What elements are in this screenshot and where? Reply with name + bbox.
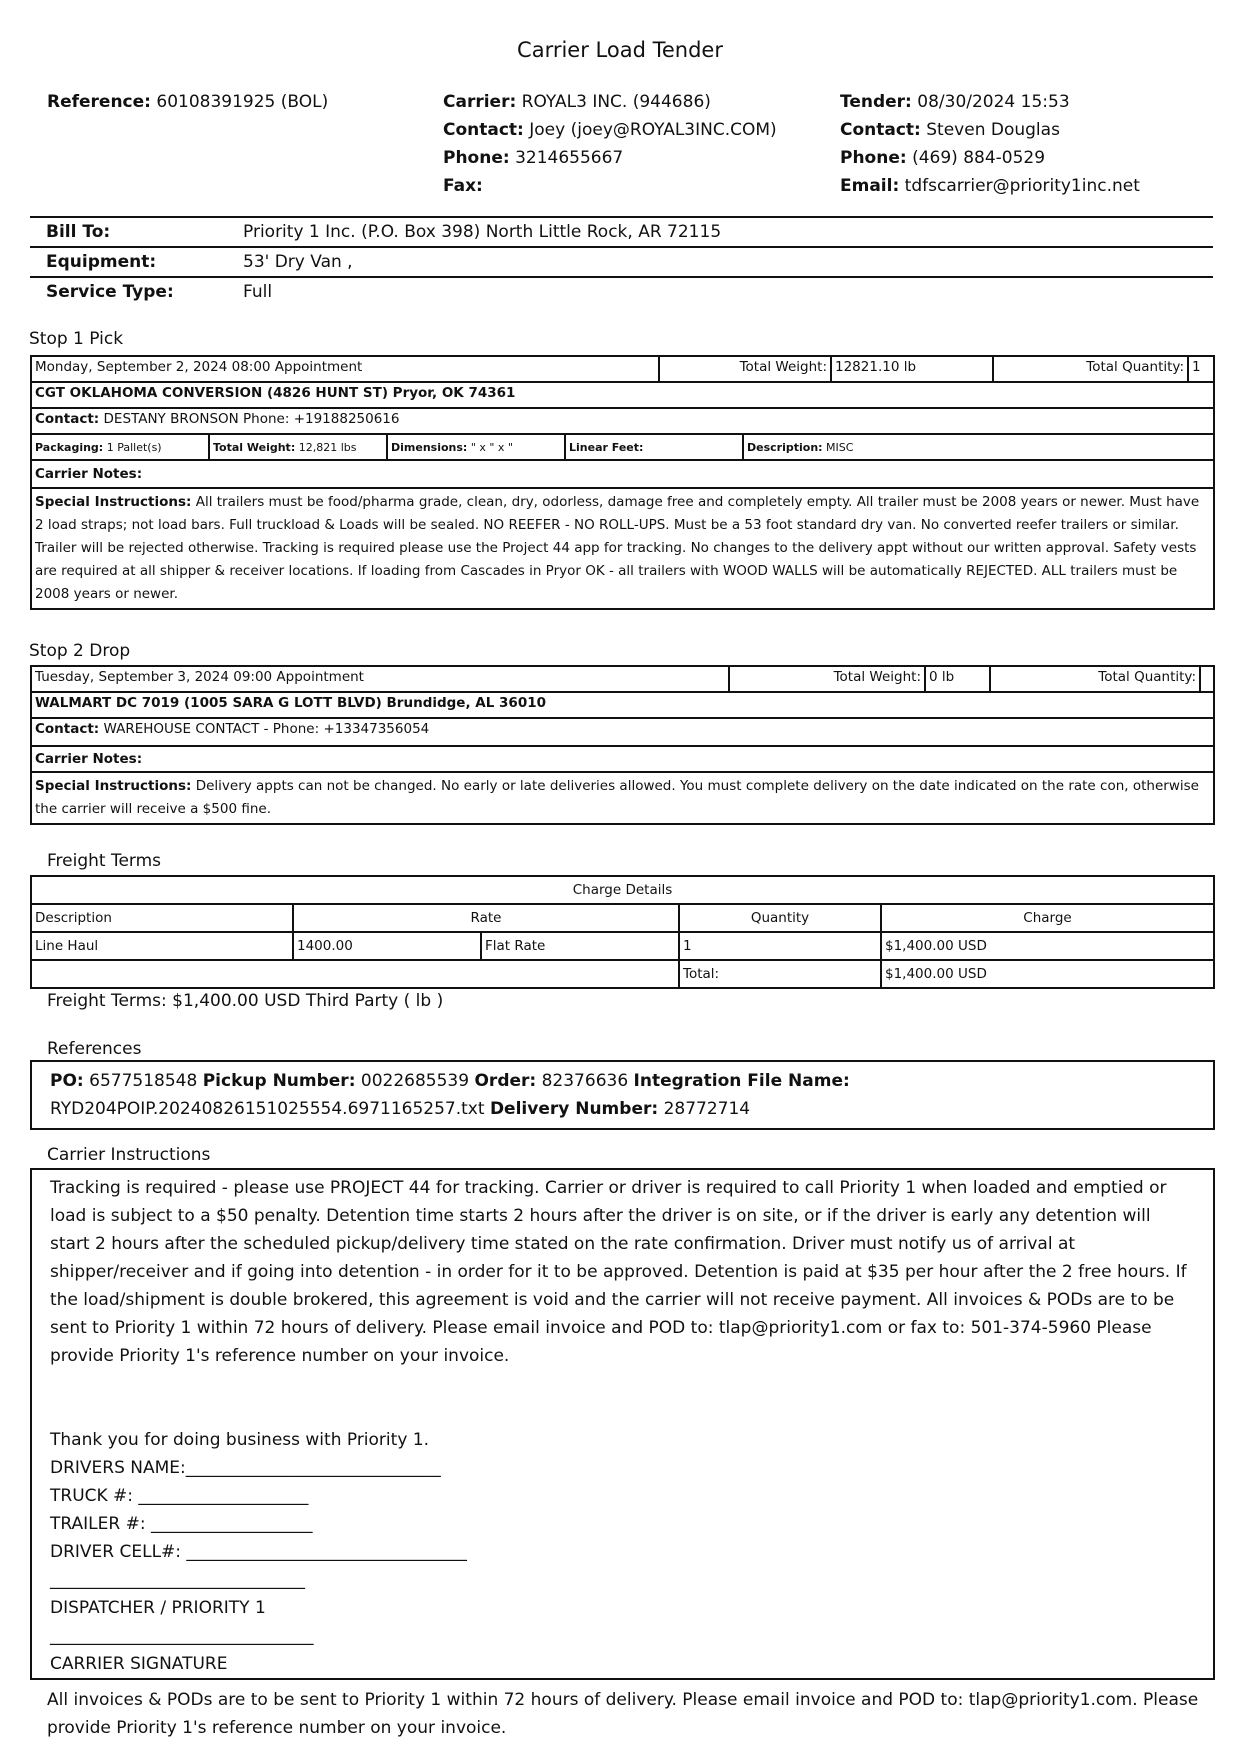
- col-rate: Rate: [293, 904, 679, 932]
- tender-contact-value: Steven Douglas: [926, 120, 1060, 140]
- stop2-carrier-notes-row: [32, 747, 1213, 773]
- integration-label: Integration File Name:: [633, 1071, 850, 1091]
- references-title: References: [47, 1039, 142, 1059]
- stop1-special-label: Special Instructions:: [35, 494, 192, 510]
- summary-table: [30, 216, 1213, 306]
- truck-line: TRUCK #: ____________________: [50, 1486, 309, 1506]
- tender-email-value: tdfscarrier@priority1inc.net: [904, 176, 1140, 196]
- service-type-value: Full: [243, 282, 273, 302]
- footer-note: All invoices & PODs are to be sent to Priority 1 within 72 hours of delivery. Please email invoice and POD to: tlap@priority1.com. Please provide Priority 1's reference number on your invoice.: [47, 1690, 1199, 1738]
- row-rate: 1400.00: [293, 932, 481, 960]
- stop2-contact-row: [32, 719, 1213, 747]
- carrier-contact-value: Joey (joey@ROYAL3INC.COM): [529, 120, 777, 140]
- row-quantity: 1: [679, 932, 881, 960]
- stop1-weight-label: Total Weight:: [213, 440, 296, 454]
- tender-phone-value: (469) 884-0529: [912, 148, 1046, 168]
- bill-to-row: [30, 216, 1213, 246]
- col-quantity: Quantity: [679, 904, 881, 932]
- stop1-box: [30, 355, 1215, 610]
- stop2-special-label: Special Instructions:: [35, 778, 192, 794]
- carrier-instructions-body: Tracking is required - please use PROJECT 44 for tracking. Carrier or driver is required to call Priority 1 when loaded and emptied or load is subject to a $50 penalty. Detention time starts 2 hours after the driver is on site, or if the driver is early any detention will start 2 hours after the scheduled pickup/delivery time stated on the rate confirmation. Driver must notify us of arrival at shipper/receiver and if going into detention - in order for it to be approved. Detention is paid at $35 per hour after the 2 free hours. If the load/shipment is double brokered, this agreement is void and the carrier will not receive payment. All invoices & PODs are to be sent to Priority 1 within 72 hours of delivery. Please email invoice and POD to: tlap@priority1.com or fax to: 501-374-5960 Please provide Priority 1's reference number on your invoice.: [50, 1178, 1187, 1366]
- stop1-carrier-notes-row: [32, 461, 1213, 489]
- carrier-instructions-title: Carrier Instructions: [47, 1145, 211, 1165]
- stop2-total-weight-label: Total Weight:: [728, 667, 924, 691]
- stop1-packaging-row: [32, 435, 1213, 461]
- row-charge: $1,400.00 USD: [881, 932, 1214, 960]
- references-box: [30, 1060, 1215, 1130]
- carrier-label: Carrier:: [443, 92, 517, 112]
- carrier-phone-label: Phone:: [443, 148, 510, 168]
- stop1-dimensions-label: Dimensions:: [391, 440, 468, 454]
- order-label: Order:: [474, 1071, 537, 1091]
- carrier-phone-value: 3214655667: [515, 148, 624, 168]
- order-value: 82376636: [541, 1071, 629, 1091]
- tender-label: Tender:: [840, 92, 912, 112]
- driver-cell-line: DRIVER CELL#: _________________________________: [50, 1542, 467, 1562]
- stop1-special-row: [32, 489, 1213, 608]
- service-type-row: [30, 276, 1213, 306]
- tender-phone-label: Phone:: [840, 148, 907, 168]
- stop2-total-qty-label: Total Quantity:: [989, 667, 1199, 691]
- delivery-label: Delivery Number:: [489, 1099, 659, 1119]
- trailer-line: TRAILER #: ___________________: [50, 1514, 313, 1534]
- stop1-weight-value: 12,821 lbs: [298, 440, 357, 454]
- delivery-value: 28772714: [663, 1099, 751, 1119]
- stop1-total-qty-label: Total Quantity:: [992, 357, 1187, 381]
- stop2-title: Stop 2 Drop: [29, 641, 131, 661]
- charge-details-header: Charge Details: [31, 876, 1214, 904]
- bill-to-value: Priority 1 Inc. (P.O. Box 398) North Little Rock, AR 72115: [243, 222, 722, 242]
- freight-terms-text: Freight Terms: $1,400.00 USD Third Party ( lb ): [47, 991, 444, 1011]
- col-description: Description: [31, 904, 293, 932]
- freight-title: Freight Terms: [47, 851, 162, 871]
- stop2-appointment: Tuesday, September 3, 2024 09:00 Appointment: [35, 669, 364, 685]
- equipment-row: [30, 246, 1213, 276]
- col-charge: Charge: [881, 904, 1214, 932]
- stop1-location-row: [32, 383, 1213, 409]
- tender-contact-label: Contact:: [840, 120, 921, 140]
- tender-email-label: Email:: [840, 176, 900, 196]
- stop1-special-value: All trailers must be food/pharma grade, clean, dry, odorless, damage free and completely empty. All trailer must be 2008 years or newer. Must have 2 load straps; not load bars. Full truckload & Loads will be sealed. NO REEFER - NO ROLL-UPS. Must be a 53 foot standard dry van. No converted reefer trailers or similar. Trailer will be rejected otherwise. Tracking is required please use the Project 44 app for tracking. No changes to the delivery appt without our written approval. Safety vests are required at all shipper & receiver locations. If loading from Cascades in Pryor OK - all trailers with WOOD WALLS will be automatically REJECTED. ALL trailers must be 2008 years or newer.: [35, 494, 1200, 602]
- bill-to-label: Bill To:: [46, 222, 111, 242]
- carrier-block: [443, 88, 777, 200]
- stop1-carrier-notes-label: Carrier Notes:: [35, 466, 143, 482]
- row-description: Line Haul: [31, 932, 293, 960]
- stop1-packaging-value: 1 Pallet(s): [106, 440, 162, 454]
- stop2-special-row: [32, 773, 1213, 823]
- stop1-contact-label: Contact:: [35, 411, 100, 427]
- carrier-contact-label: Contact:: [443, 120, 524, 140]
- stop2-contact-value: WAREHOUSE CONTACT - Phone: +13347356054: [103, 721, 430, 737]
- stop2-box: [30, 665, 1215, 825]
- reference-block: [47, 88, 328, 116]
- pickup-label: Pickup Number:: [202, 1071, 356, 1091]
- stop1-linear-feet-label: Linear Feet:: [569, 440, 644, 454]
- dispatcher-label: DISPATCHER / PRIORITY 1: [50, 1598, 266, 1618]
- stop1-description-label: Description:: [747, 440, 823, 454]
- table-row: [31, 932, 1214, 960]
- po-value: 6577518548: [89, 1071, 198, 1091]
- stop2-contact-label: Contact:: [35, 721, 100, 737]
- stop1-total-qty-value: 1: [1187, 357, 1213, 381]
- carrier-fax-label: Fax:: [443, 176, 483, 196]
- carrier-signature-line: _______________________________: [50, 1626, 314, 1646]
- stop1-appointment: Monday, September 2, 2024 08:00 Appointment: [35, 359, 363, 375]
- stop2-special-value: Delivery appts can not be changed. No early or late deliveries allowed. You must complete delivery on the date indicated on the rate con, otherwise the carrier will receive a $500 fine.: [35, 778, 1199, 817]
- integration-value: RYD204POIP.20240826151025554.6971165257.txt: [50, 1099, 485, 1119]
- service-type-label: Service Type:: [46, 282, 174, 302]
- tender-value: 08/30/2024 15:53: [917, 92, 1070, 112]
- stop2-total-weight-value: 0 lb: [924, 667, 989, 691]
- stop1-total-weight-value: 12821.10 lb: [830, 357, 992, 381]
- stop1-description-value: MISC: [826, 440, 854, 454]
- carrier-instructions-box: [30, 1168, 1215, 1680]
- page-title: Carrier Load Tender: [517, 38, 723, 62]
- po-label: PO:: [50, 1071, 84, 1091]
- total-label: Total:: [679, 960, 881, 988]
- stop2-appointment-row: [32, 667, 1213, 693]
- stop1-total-weight-label: Total Weight:: [658, 357, 830, 381]
- carrier-value: ROYAL3 INC. (944686): [521, 92, 711, 112]
- drivers-name-line: DRIVERS NAME:______________________________: [50, 1458, 441, 1478]
- stop1-appointment-row: [32, 357, 1213, 383]
- carrier-signature-label: CARRIER SIGNATURE: [50, 1654, 228, 1674]
- reference-label: Reference:: [47, 92, 151, 112]
- stop2-location: WALMART DC 7019 (1005 SARA G LOTT BLVD) Brundidge, AL 36010: [35, 695, 547, 711]
- stop2-total-qty-value: [1199, 667, 1213, 691]
- total-value: $1,400.00 USD: [881, 960, 1214, 988]
- stop1-dimensions-value: " x " x ": [470, 440, 513, 454]
- total-row: [31, 960, 1214, 988]
- stop1-title: Stop 1 Pick: [29, 329, 124, 349]
- stop1-packaging-label: Packaging:: [35, 440, 104, 454]
- tender-block: [840, 88, 1140, 200]
- row-rate-type: Flat Rate: [481, 932, 679, 960]
- thanks-text: Thank you for doing business with Priority 1.: [50, 1430, 429, 1450]
- stop1-contact-row: [32, 409, 1213, 435]
- stop2-carrier-notes-label: Carrier Notes:: [35, 751, 143, 767]
- stop2-location-row: [32, 693, 1213, 719]
- stop1-contact-value: DESTANY BRONSON Phone: +19188250616: [103, 411, 400, 427]
- reference-value: 60108391925 (BOL): [156, 92, 329, 112]
- total-spacer: [31, 960, 679, 988]
- stop1-location: CGT OKLAHOMA CONVERSION (4826 HUNT ST) Pryor, OK 74361: [35, 385, 516, 401]
- equipment-value: 53' Dry Van ,: [243, 252, 353, 272]
- charge-table: [30, 875, 1215, 989]
- equipment-label: Equipment:: [46, 252, 157, 272]
- pickup-value: 0022685539: [360, 1071, 470, 1091]
- dispatcher-signature-line: ______________________________: [50, 1570, 305, 1590]
